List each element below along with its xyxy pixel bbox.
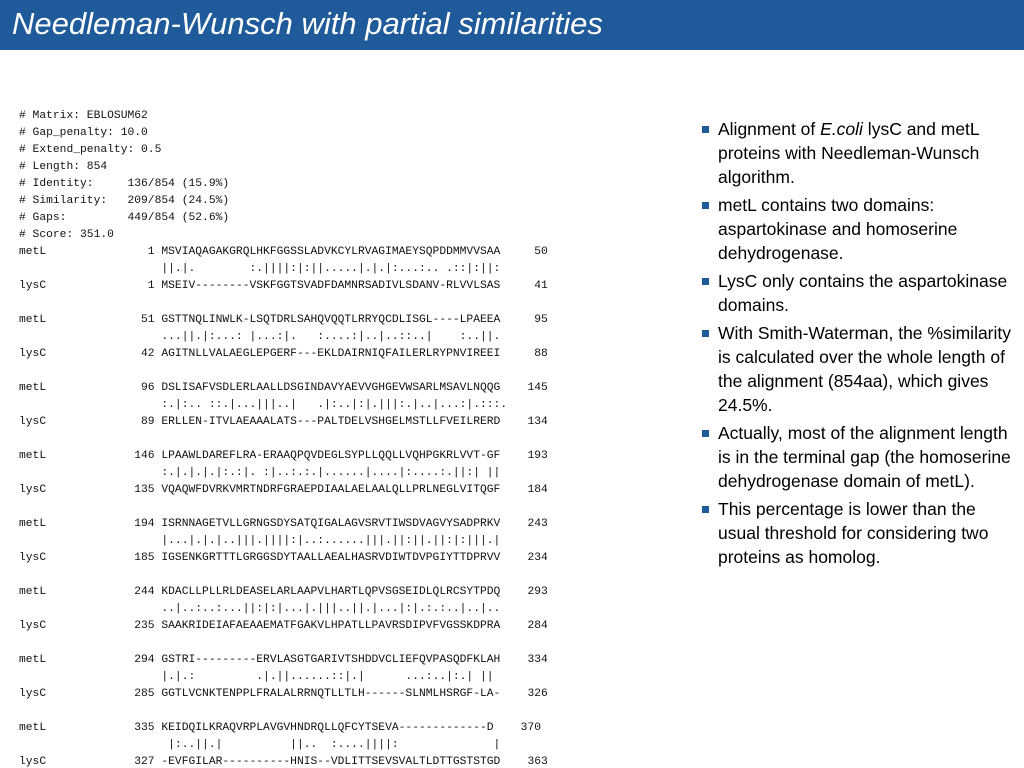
square-bullet-icon (702, 202, 709, 209)
bullet-text: With Smith-Waterman, the %similarity is calculated over the whole length of the alignment (854aa), which gives 24.5%. (718, 323, 1012, 415)
bullet-text-tail: lysC and metL proteins with Needleman-Wunsch algorithm. (718, 119, 980, 187)
alignment-line: lysC 1 MSEIV--------VSKFGGTSVADFDAMNRSADIVLSDANV-RLVVLSAS 41 (19, 280, 548, 292)
alignment-line (19, 703, 699, 720)
bullet-text: Actually, most of the alignment length is in the terminal gap (the homoserine dehydrogenase domain of metL). (718, 423, 1011, 491)
alignment-line: metL 294 GSTRI---------ERVLASGTGARIVTSHDDVCLIEFQVPASQDFKLAH 334 (19, 654, 548, 666)
alignment-line: lysC 135 VQAQWFDVRKVMRTNDRFGRAEPDIAALAELAALQLLPRLNEGLVITQGF 184 (19, 484, 548, 496)
alignment-line: # Matrix: EBLOSUM62 (19, 110, 148, 122)
bullet-item (702, 193, 1014, 265)
alignment-line: metL 244 KDACLLPLLRLDEASELARLAAPVLHARTLQPVSGSEIDLQLRCSYTPDQ 293 (19, 586, 548, 598)
alignment-line: :.|.|.|.|:.:|. :|..:.:.|......|....|:....:.||:| || (19, 467, 501, 479)
bullet-text: metL contains two domains: aspartokinase and homoserine dehydrogenase. (718, 195, 958, 263)
alignment-line: metL 194 ISRNNAGETVLLGRNGSDYSATQIGALAGVSRVTIWSDVAGVYSADPRKV 243 (19, 518, 548, 530)
bullet-emphasis: E.coli (820, 119, 863, 139)
alignment-line: lysC 285 GGTLVCNKTENPPLFRALALRRNQTLLTLH------SLNMLHSRGF-LA- 326 (19, 688, 548, 700)
alignment-line (19, 295, 699, 312)
bullet-item (702, 321, 1014, 417)
alignment-line: lysC 235 SAAKRIDEIAFAEAAEMATFGAKVLHPATLLPAVRSDIPVFVGSSKDPRA 284 (19, 620, 548, 632)
alignment-line: # Gap_penalty: 10.0 (19, 127, 148, 139)
alignment-line: :.|:.. ::.|...|||..| .|:..|:|.|||:.|..|...:|.:::. (19, 399, 508, 411)
alignment-line: metL 96 DSLISAFVSDLERLAALLDSGINDAVYAEVVGHGEVWSARLMSAVLNQQG 145 (19, 382, 548, 394)
alignment-line: |.|.: .|.||......::|.| ...:..|:.| || (19, 671, 494, 683)
square-bullet-icon (702, 506, 709, 513)
alignment-line (19, 499, 699, 516)
alignment-line: ...||.|:...: |...:|. :....:|..|..::..| :..||. (19, 331, 501, 343)
alignment-line: |:..||.| ||.. :....||||: | (19, 739, 501, 751)
bullet-item (702, 269, 1014, 317)
alignment-line: # Similarity: 209/854 (24.5%) (19, 195, 230, 207)
alignment-line: lysC 327 -EVFGILAR----------HNIS--VDLITTSEVSVALTLDTTGSTSTGD 363 (19, 756, 548, 768)
page-title: Needleman-Wunsch with partial similarities (12, 6, 603, 41)
title-bar (0, 0, 1024, 50)
bullet-item (702, 497, 1014, 569)
alignment-line: |...|.|.|..|||.||||:|..:......|||.||:||.||:|:|||.| (19, 535, 501, 547)
alignment-line: metL 1 MSVIAQAGAKGRQLHKFGGSSLADVKCYLRVAGIMAEYSQPDDMMVVSAA 50 (19, 246, 548, 258)
alignment-line: # Extend_penalty: 0.5 (19, 144, 162, 156)
square-bullet-icon (702, 278, 709, 285)
bullet-item (702, 421, 1014, 493)
alignment-line: metL 335 KEIDQILKRAQVRPLAVGVHNDRQLLQFCYTSEVA-------------D 370 (19, 722, 542, 734)
alignment-line (19, 635, 699, 652)
bullet-text: LysC only contains the aspartokinase domains. (718, 271, 1008, 315)
alignment-line (19, 431, 699, 448)
alignment-line: lysC 185 IGSENKGRTTTLGRGGSDYTAALLAEALHASRVDIWTDVPGIYTTDPRVV 234 (19, 552, 548, 564)
bullet-item (702, 117, 1014, 189)
square-bullet-icon (702, 430, 709, 437)
alignment-line: # Identity: 136/854 (15.9%) (19, 178, 230, 190)
square-bullet-icon (702, 126, 709, 133)
alignment-output (19, 108, 699, 768)
alignment-line: metL 146 LPAAWLDAREFLRA-ERAAQPQVDEGLSYPLLQQLLVQHPGKRLVVT-GF 193 (19, 450, 548, 462)
alignment-line: # Score: 351.0 (19, 229, 114, 241)
bullet-text: Alignment of (718, 119, 821, 139)
alignment-line: # Length: 854 (19, 161, 108, 173)
alignment-line: ||.|. :.||||:|:||.....|.|.|:...:.. .::|:||: (19, 263, 501, 275)
alignment-line: ..|..:..:...||:|:|...|.|||..||.|...|:|.:.:..|..|.. (19, 603, 501, 615)
alignment-line: lysC 42 AGITNLLVALAEGLEPGERF---EKLDAIRNIQFAILERLRYPNVIREEI 88 (19, 348, 548, 360)
bullet-text: This percentage is lower than the usual threshold for considering two proteins as homolog. (718, 499, 989, 567)
square-bullet-icon (702, 330, 709, 337)
alignment-line (19, 567, 699, 584)
bullet-list (702, 117, 1014, 573)
alignment-line: metL 51 GSTTNQLINWLK-LSQTDRLSAHQVQQTLRRYQCDLISGL----LPAEEA 95 (19, 314, 548, 326)
alignment-line: # Gaps: 449/854 (52.6%) (19, 212, 230, 224)
alignment-line: lysC 89 ERLLEN-ITVLAEAAALATS---PALTDELVSHGELMSTLLFVEILRERD 134 (19, 416, 548, 428)
alignment-line (19, 363, 699, 380)
